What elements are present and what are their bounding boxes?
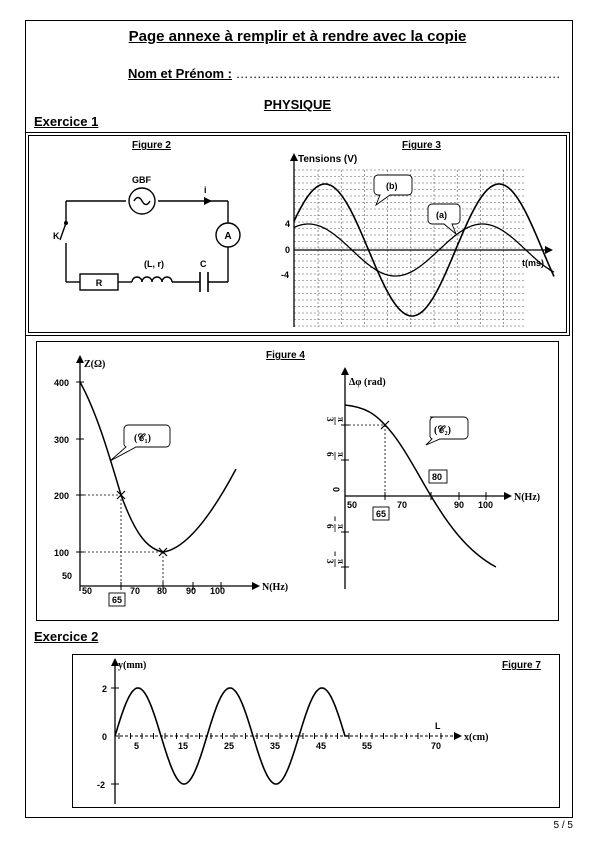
phase-ytick-mpi6: π [336,524,346,529]
page-number: 5 / 5 [553,820,573,831]
switch-contact [64,221,68,225]
z-x-arrow-icon [252,582,260,590]
phase-ytick-mpi6-den: 6 [325,524,335,529]
z-y-arrow-icon [76,355,84,363]
fig7-xtick: 35 [270,741,281,751]
resistor-label: R [95,278,103,288]
fig7-ytick: 0 [102,732,108,742]
phase-boxed-65-label: 65 [376,509,387,519]
fig7-xtick: 55 [362,741,373,751]
curve-a-label: (a) [436,210,447,220]
z-ytick: 300 [54,435,70,445]
z-ytick: 100 [54,548,70,558]
z-boxed-65-label: 65 [112,595,123,605]
phase-xtick: 90 [454,500,465,510]
curve-b-label: (b) [386,181,398,191]
name-dotted-line: ………………………………………………………………… [235,66,561,81]
phase-boxed-80-label: 80 [432,472,443,482]
curve-c2-label: (𝒞₂) [434,425,451,436]
exercise2-label: Exercice 2 [34,629,99,644]
phase-ytick-mpi3: π [336,559,346,564]
fig7-x-arrow-icon [454,732,462,740]
curve-c1-label: (𝒞₁) [134,433,151,444]
z-ytick: 50 [62,571,73,581]
fig7-ytick: 2 [102,684,108,694]
capacitor-label: C [200,259,207,269]
phase-ytick-minus: − [330,551,340,557]
fig7-xtick: 45 [316,741,327,751]
fig7-xtick: 5 [134,741,140,751]
z-xlabel: N(Hz) [262,582,289,593]
exercise1-label: Exercice 1 [34,114,99,129]
figure3-tick-4: 4 [285,219,291,229]
z-ytick: 200 [54,491,70,501]
figure3-tick-minus4: -4 [281,270,290,280]
phase-ytick-pi3-den: 3 [325,417,335,422]
z-xtick: 90 [186,586,197,596]
name-field-row [128,66,561,81]
phase-xtick: 70 [397,500,408,510]
fig7-xtick: 70 [431,741,442,751]
z-xtick: 70 [130,586,141,596]
phase-ytick-minus: − [330,516,340,522]
fig7-xlabel: x(cm) [464,732,489,743]
figure3-xlabel: t(ms) [522,258,544,268]
figure3-x-arrow-icon [545,246,553,254]
figure4-chart [36,341,559,621]
fig7-xtick: 25 [224,741,235,751]
phase-ytick-zero: 0 [331,487,341,493]
phase-xtick: 100 [478,500,494,510]
current-arrow-icon [204,197,212,205]
z-ytick: 400 [54,378,70,388]
fig7-L-label: L [435,721,441,731]
phase-xlabel: N(Hz) [514,492,541,503]
subject-title: PHYSIQUE [263,97,332,112]
phase-ylabel: Δφ (rad) [349,377,386,388]
z-xtick: 100 [210,586,226,596]
name-label: Nom et Prénom : [128,66,233,81]
phase-y-arrow-icon [341,367,349,375]
phase-ytick-pi6-den: 6 [325,452,335,457]
phase-ytick-pi6: π [336,452,346,457]
ammeter-label: A [224,231,232,242]
fig7-xtick: 15 [178,741,189,751]
z-ylabel: Z(Ω) [84,359,106,370]
switch-label: K [53,231,60,241]
fig7-ylabel: y(mm) [118,660,147,671]
figure2-circuit [28,135,291,333]
figure3-chart [268,135,566,333]
figure2-title: Figure 2 [132,140,171,151]
curve-c2 [345,405,496,567]
figure7-chart [72,654,560,808]
phase-x-arrow-icon [504,492,512,500]
figure3-ylabel: Tensions (V) [298,154,358,165]
phase-ytick-mpi3-den: 3 [325,559,335,564]
figure3-title: Figure 3 [402,140,441,151]
z-xtick: 80 [157,586,168,596]
fig7-ytick: -2 [97,780,106,790]
page-title: Page annexe à remplir et à rendre avec la copie [128,28,467,45]
figure3-y-arrow-icon [290,153,298,161]
coil [132,277,172,282]
figure3-tick-0: 0 [285,245,291,255]
curve-c1 [80,382,236,552]
figure7-title: Figure 7 [502,660,541,671]
gbf-label: GBF [132,175,151,185]
phase-ytick-pi3: π [336,417,346,422]
phase-xtick: 50 [347,500,358,510]
coil-label: (L, r) [144,259,164,269]
figure4-title: Figure 4 [266,350,305,361]
current-label: i [204,185,207,195]
z-xtick: 50 [82,586,93,596]
